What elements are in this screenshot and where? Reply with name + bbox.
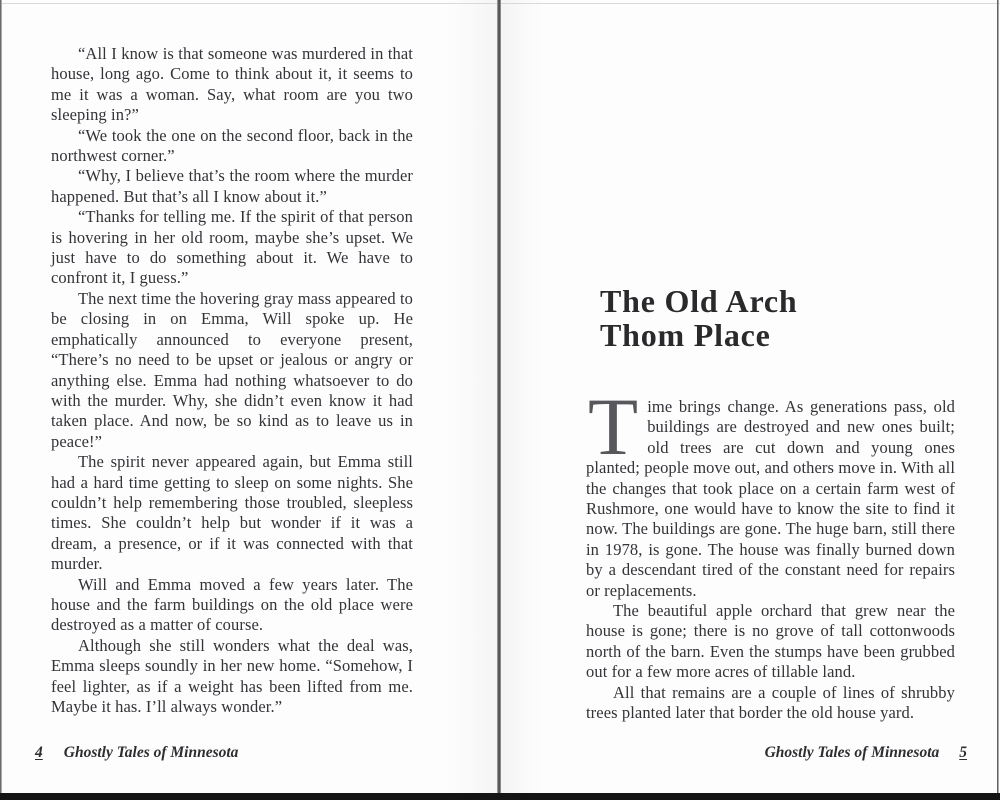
right-page-body (586, 381, 955, 724)
paragraph: The next time the hovering gray mass appeared to be closing in on Emma, Will spoke up. He emphatically announced to everyone present, “There’s no need to be upset or jealous or angry or anything else. Emma had nothing whatsoever to do with the murder. Why, she didn’t even know it had taken place. And now, be so kind as to leave us in peace!” (51, 288, 413, 451)
running-title: Ghostly Tales of Minnesota (63, 744, 239, 761)
paragraph: “Why, I believe that’s the room where the murder happened. But that’s all I know about it.” (51, 166, 413, 206)
page-number: 4 (35, 744, 43, 761)
paragraph (586, 381, 955, 601)
paragraph: Will and Emma moved a few years later. The house and the farm buildings on the old place were destroyed as a matter of course. (51, 574, 413, 635)
paragraph: “All I know is that someone was murdered in that house, long ago. Come to think about it, it seems to me it was a woman. Say, what room are you two sleeping in?” (51, 44, 413, 125)
page-number: 5 (959, 744, 967, 761)
chapter-title-line: The Old Arch (600, 283, 798, 319)
paragraph: “We took the one on the second floor, back in the northwest corner.” (51, 125, 413, 166)
paragraph: The beautiful apple orchard that grew near the house is gone; there is no grove of tall cottonwoods north of the barn. Even the stumps have been grubbed out for a few more acres of tillable land. (586, 601, 955, 682)
paragraph: The spirit never appeared again, but Emma still had a hard time getting to sleep on some nights. She couldn’t help remembering those troubled, sleepless times. She couldn’t help but wonder if it was a dream, a presence, or if it was connected with that murder. (51, 452, 413, 574)
paragraph: Although she still wonders what the deal was, Emma sleeps soundly in her new home. “Somehow, I feel lighter, as if a weight has been lifted from me. Maybe it has. I’ll always wonder.” (51, 635, 413, 716)
right-edge-line (997, 0, 999, 793)
drop-cap: T (588, 381, 639, 472)
running-title: Ghostly Tales of Minnesota (764, 744, 940, 761)
left-page-body (51, 44, 413, 717)
left-edge-line (0, 0, 2, 793)
bottom-edge-bar (0, 793, 1000, 800)
chapter-title-line: Thom Place (600, 317, 771, 353)
spine-divider (497, 0, 501, 793)
paragraph: “Thanks for telling me. If the spirit of that person is hovering in her old room, maybe she’s upset. We just have to do something about it. We have to confront it, I guess.” (51, 207, 413, 288)
left-page (0, 0, 497, 793)
paragraph-text: ime brings change. As generations pass, old buildings are destroyed and new ones built; old trees are cut down and young ones planted; people move out, and others move in. With all the changes that took place on a certain farm west of Rushmore, one would have to know the site to find it now. The buildings are gone. The huge barn, still there in 1978, is gone. The house was finally burned down by a descendant tired of the constant need for repairs or replacements. (586, 397, 955, 600)
paragraph: All that remains are a couple of lines of shrubby trees planted later that border the old house yard. (586, 682, 955, 723)
right-page-footer (765, 744, 967, 762)
left-page-footer (35, 744, 238, 762)
chapter-title (600, 284, 798, 352)
right-page (501, 0, 1000, 793)
